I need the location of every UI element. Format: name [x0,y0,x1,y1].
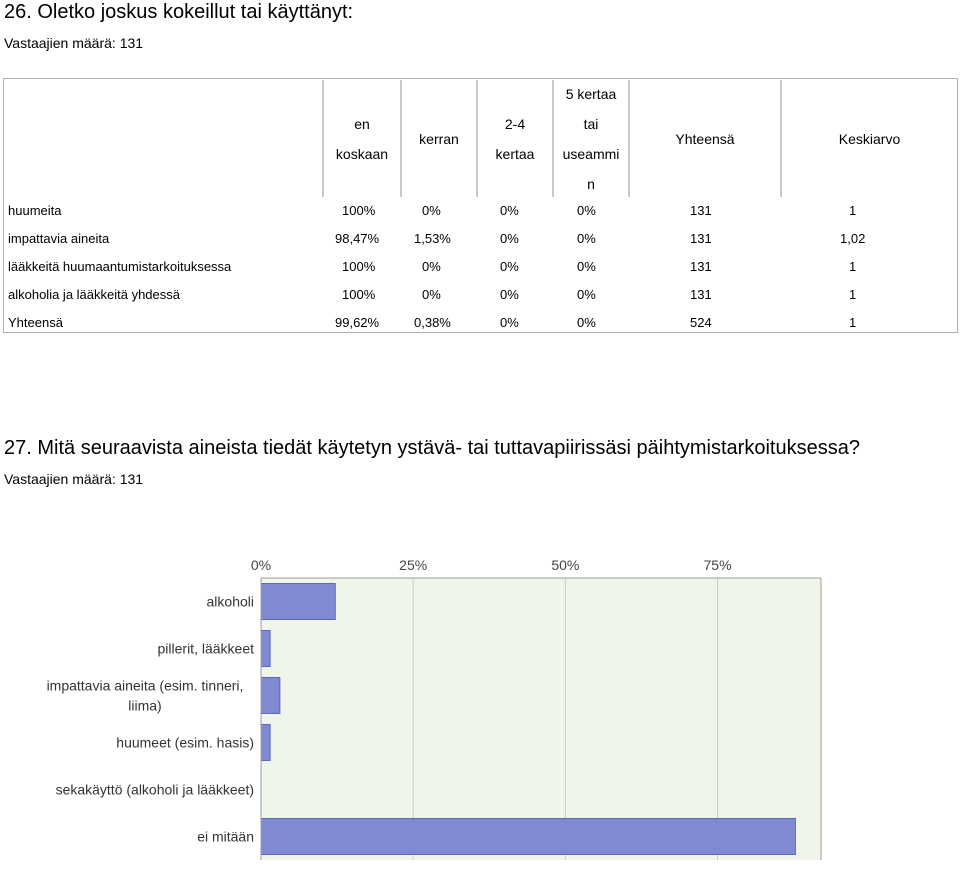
header-never: en koskaan [322,80,400,197]
header-mean: Keskiarvo [780,80,957,197]
question-27-title: 27. Mitä seuraavista aineista tiedät käytetyn ystävä- tai tuttavapiirissäsi päihtymistarkoituksessa? [4,437,860,459]
category-label: impattavia aineita (esim. tinneri, liima) [46,677,244,714]
results-table [3,78,958,333]
question-26-title: 26. Oletko joskus kokeillut tai käyttänyt: [4,1,354,23]
bar [261,819,795,855]
bar [261,584,335,620]
table-row-total: Yhteensä 99,62% 0,38% 0% 0% 524 1 [8,315,857,330]
header-once: kerran [400,80,476,197]
x-tick-label: 0% [250,557,272,573]
bar [261,725,270,761]
header-total: Yhteensä [628,80,780,197]
category-label: sekakäyttö (alkoholi ja lääkkeet) [55,781,254,798]
category-label: pillerit, lääkkeet [157,640,254,657]
table-row: impattavia aineita 98,47% 1,53% 0% 0% 131 1,02 [8,231,866,246]
x-tick-label: 25% [399,557,428,573]
plot-area [261,578,821,860]
bar-chart [0,540,960,881]
table-row: huumeita 100% 0% 0% 0% 131 1 [8,203,857,218]
category-label: ei mitään [197,828,254,845]
header-two-four: 2-4 kertaa [476,80,552,197]
category-label: alkoholi [206,593,254,610]
bar [261,678,280,714]
question-27-respondents: Vastaajien määrä: 131 [4,471,144,487]
table-row: alkoholia ja lääkkeitä yhdessä 100% 0% 0% 0% 131 1 [8,287,857,302]
category-label: huumeet (esim. hasis) [116,734,254,751]
table-row: lääkkeitä huumaantumistarkoituksessa 100% 0% 0% 0% 131 1 [8,259,857,274]
question-26-respondents: Vastaajien määrä: 131 [4,35,144,51]
x-tick-label: 75% [703,557,732,573]
header-five-plus: 5 kertaa tai useammi n [552,80,628,197]
x-tick-label: 50% [551,557,580,573]
bar [261,631,270,667]
